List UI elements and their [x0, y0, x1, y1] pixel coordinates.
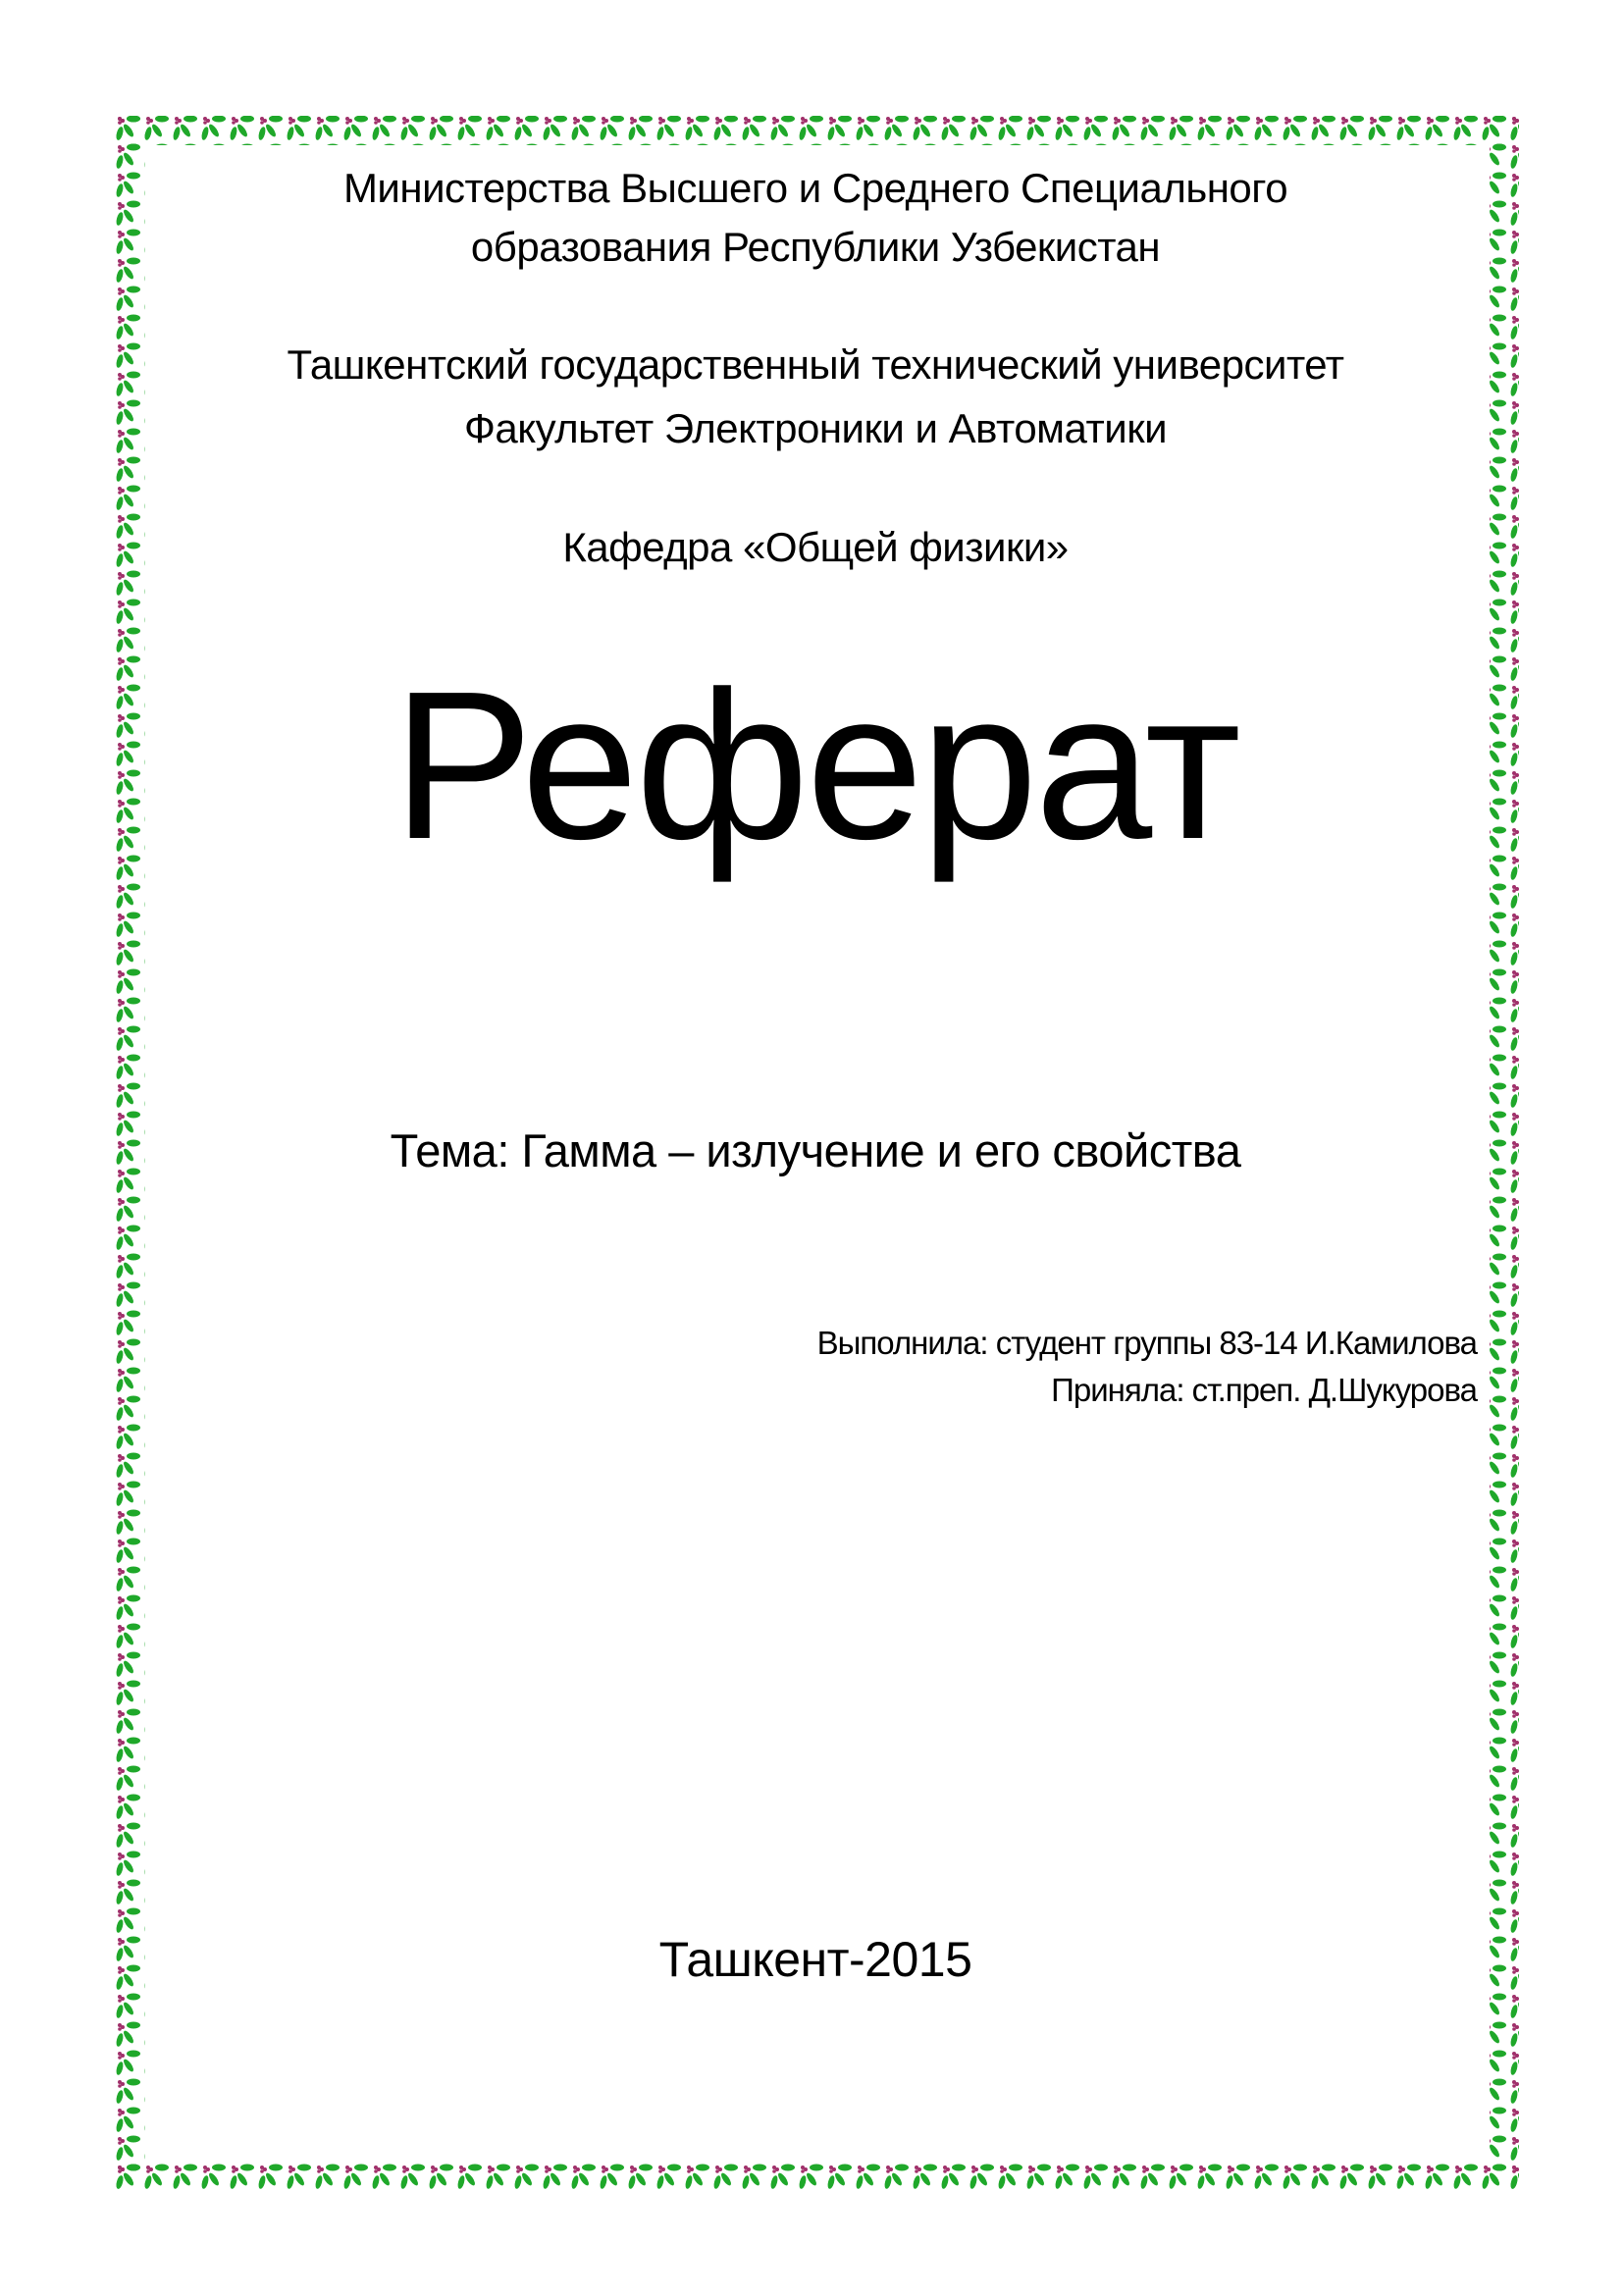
accepted-by: Приняла: ст.преп. Д.Шукурова [1051, 1372, 1477, 1408]
ministry-line-1: Министерства Высшего и Среднего Специального [342, 165, 1288, 211]
department-name: Кафедра «Общей физики» [562, 524, 1069, 570]
document-title: Реферат [393, 647, 1238, 883]
faculty-name: Факультет Электроники и Автоматики [463, 405, 1168, 451]
ministry-line-2: образования Республики Узбекистан [470, 224, 1161, 270]
university-name: Ташкентский государственный технический университет [287, 341, 1344, 388]
performed-by: Выполнила: студент группы 83-14 И.Камилова [816, 1325, 1477, 1361]
city-year: Ташкент-2015 [658, 1932, 972, 1987]
topic: Тема: Гамма – излучение и его свойства [390, 1124, 1241, 1176]
